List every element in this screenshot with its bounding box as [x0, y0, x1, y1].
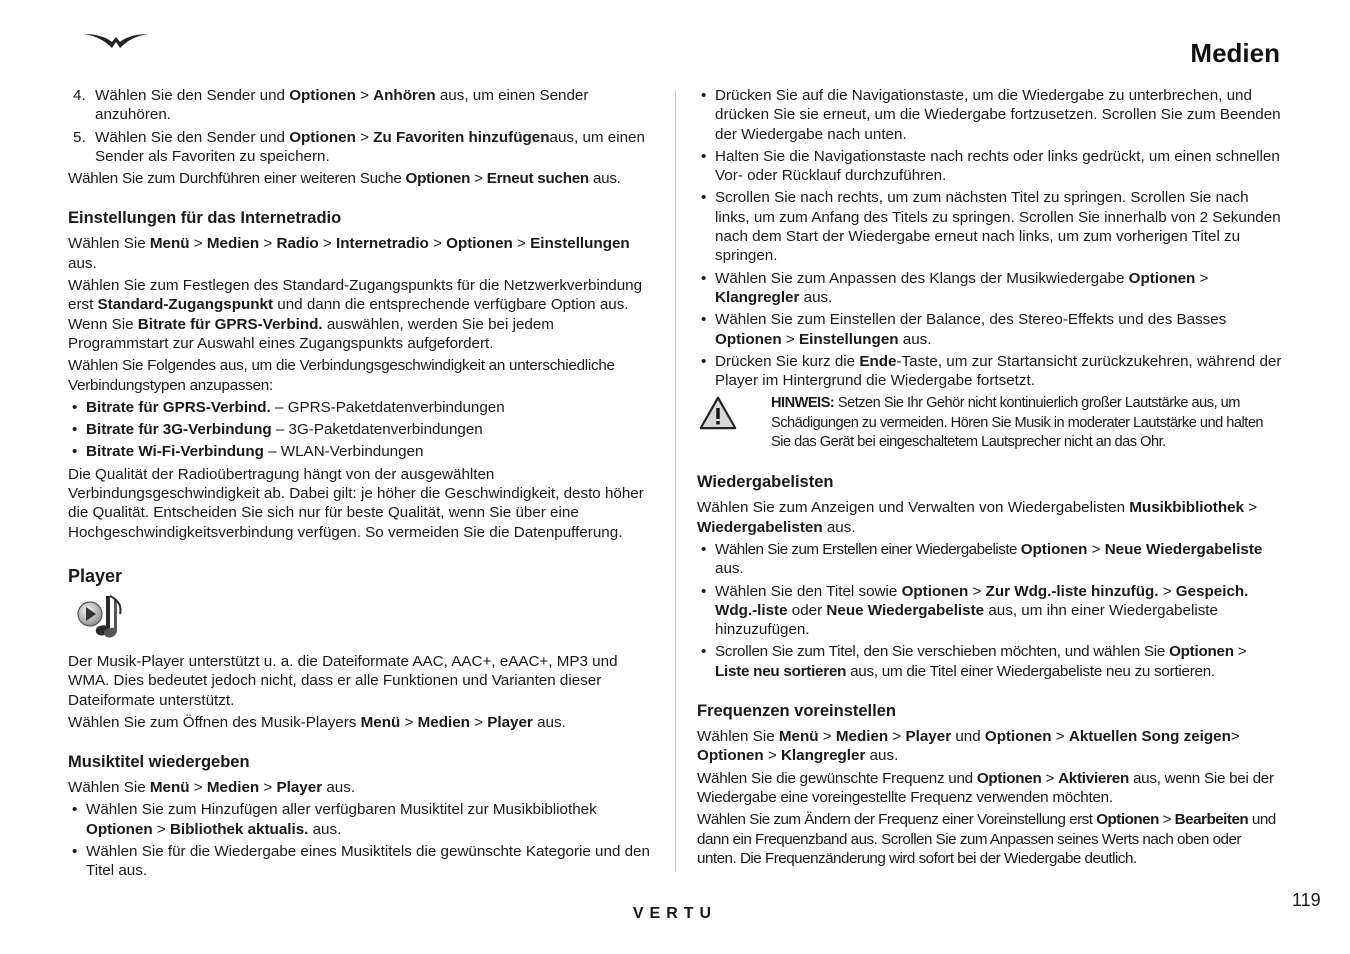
menu-path: Medien	[206, 235, 260, 253]
text: aus.	[865, 747, 899, 765]
menu-path: Optionen	[901, 582, 969, 600]
text: aus.	[588, 170, 621, 188]
menu-path: Bibliothek aktualis.	[169, 820, 309, 838]
menu-path: Neue Wiedergabeliste	[826, 601, 985, 619]
list-item	[68, 398, 656, 417]
text: >	[1195, 269, 1209, 287]
menu-path: Einstellungen	[798, 330, 899, 348]
text: >	[1087, 540, 1105, 558]
text: >	[428, 235, 447, 253]
menu-path: Radio	[276, 235, 319, 253]
text: >	[318, 235, 337, 253]
menu-path: Klangregler	[780, 747, 866, 765]
menu-path: Optionen	[1020, 540, 1088, 558]
key-name: Ende	[859, 352, 897, 370]
frequencies-paragraph-3	[697, 810, 1282, 868]
text: >	[888, 728, 906, 746]
player-paragraph-1: Der Musik-Player unterstützt u. a. die Dateiformate AAC, AAC+, eAAC+, MP3 und WMA. Dies bedeutet jedoch nicht, dass er alle Funktionen und Varianten dieser Dateiformate unterstützt.	[68, 652, 618, 709]
text: und	[951, 728, 985, 746]
left-column	[68, 86, 656, 884]
text: – 3G-Paketdatenverbindungen	[271, 421, 483, 439]
musiktitel-list	[68, 800, 656, 880]
menu-path: Liste neu sortieren	[715, 662, 847, 680]
list-item	[68, 442, 656, 461]
text: – GPRS-Paketdatenverbindungen	[270, 398, 505, 416]
text: aus, um die Titel einer Wiedergabeliste neu zu sortieren.	[846, 662, 1215, 680]
list-item: • Scrollen Sie nach rechts, um zum nächsten Titel zu springen. Scrollen Sie nach links, um zum Anfang des Titels zu springen. Scrollen Sie innerhalb von 2 Sekunden nach dem Start der Wiedergabe erneut nach links, um zum vorherigen Titel zu springen.	[697, 188, 1282, 265]
text: Wählen Sie zum Ändern der Frequenz einer Voreinstellung erst	[697, 811, 1097, 829]
menu-path: Optionen	[289, 87, 356, 104]
text: >	[818, 728, 836, 746]
menu-path: Bitrate für GPRS-Verbind.	[137, 315, 323, 333]
page-number: 119	[1292, 890, 1321, 910]
text: >	[781, 330, 799, 348]
music-player-icon	[76, 592, 128, 642]
text: auswählen, werden Sie bei jedem Programmstart zur Auswahl eines Zugangspunkts aufgefordert.	[68, 315, 554, 352]
menu-path: Optionen	[86, 820, 153, 838]
text: aus.	[822, 518, 856, 536]
warning-icon	[699, 396, 737, 430]
menu-path: Player	[487, 713, 533, 731]
text: Wählen Sie	[697, 728, 779, 746]
menu-path: Zu Favoriten hinzufügen	[373, 128, 550, 146]
text: Wählen Sie die gewünschte Frequenz und	[697, 769, 977, 787]
text: Drücken Sie kurz die	[715, 352, 860, 370]
menu-path: Neue Wiedergabeliste	[1104, 540, 1263, 558]
menu-path: Gespeich. Wdg.-liste	[715, 582, 1249, 619]
menu-path: Optionen	[405, 170, 471, 188]
search-again-paragraph	[68, 169, 656, 188]
menu-path: Player	[276, 779, 323, 797]
page-title: Medien	[1190, 38, 1280, 68]
text: oder	[787, 601, 827, 619]
text: >	[1051, 728, 1069, 746]
text: Wählen Sie zum Festlegen des Standard-Zugangspunkts für die Netzwerkverbindung erst	[68, 277, 643, 314]
text: >	[400, 713, 418, 731]
step-list	[68, 86, 656, 166]
text: >	[189, 235, 207, 253]
text: und dann ein Frequenzband aus. Scrollen Sie zum Anpassen seines Werts nach oben oder unten. Die Frequenzänderung wird sofort bei der Wiedergabe deutlich.	[697, 811, 1276, 867]
text: Wählen Sie den Sender und	[95, 128, 290, 146]
vertu-logo	[84, 31, 148, 51]
step-number: 5.	[73, 128, 86, 146]
internetradio-paragraph-4: Die Qualität der Radioübertragung hängt von der ausgewählten Verbindungsgeschwindigkeit ab. Dabei gilt: je höher die Geschwindigkeit, desto höher die Qualität. Entscheiden Sie sich nur für beste Qualität, wenn Sie über eine Hochgeschwindigkeitsverbindung verfügen. So vermeiden Sie die Datenpufferung.	[68, 465, 644, 541]
text: Wählen Sie zum Durchführen einer weiteren Suche	[68, 170, 406, 188]
list-item	[697, 269, 1282, 308]
text: Wählen Sie zum Hinzufügen aller verfügbaren Musiktitel zur Musikbibliothek	[86, 801, 597, 819]
menu-path: Menü	[149, 235, 190, 253]
step-4	[68, 86, 656, 125]
list-item: • Drücken Sie auf die Navigationstaste, um die Wiedergabe zu unterbrechen, und drücken Sie sie erneut, um die Wiedergabe fortzusetzen. Scrollen Sie zum Beenden der Wiedergabe nach unten.	[697, 86, 1282, 144]
list-item	[68, 800, 656, 839]
menu-path: Musikbibliothek	[1129, 499, 1245, 517]
menu-path: Menü	[149, 779, 190, 797]
text: >	[512, 235, 531, 253]
text: aus.	[532, 713, 566, 731]
text: aus, um einen Sender anzuhören.	[95, 87, 589, 124]
note-text: Setzen Sie Ihr Gehör nicht kontinuierlich großer Lautstärke aus, um Schädigungen zu vermeiden. Hören Sie Musik in moderater Lautstärke und halten Sie das Gerät bei eingeschaltetem Lautsprecher nicht an das Ohr.	[771, 395, 1264, 451]
text: >	[355, 128, 374, 146]
bitrate-list	[68, 398, 656, 462]
note-label: HINWEIS:	[771, 395, 835, 412]
text: >	[1230, 728, 1240, 746]
menu-path: Menü	[778, 728, 819, 746]
list-item	[697, 540, 1282, 579]
musiktitel-paragraph	[68, 778, 656, 797]
text: >	[1158, 811, 1175, 829]
text: aus.	[308, 820, 342, 838]
text: >	[259, 779, 277, 797]
navigation-list	[697, 86, 1282, 390]
text: >	[1041, 769, 1059, 787]
menu-path: Medien	[417, 713, 470, 731]
text: Scrollen Sie zum Titel, den Sie verschieben möchten, und wählen Sie	[715, 643, 1170, 661]
text: >	[470, 170, 487, 188]
text: >	[968, 582, 986, 600]
menu-path: Medien	[206, 779, 260, 797]
text: aus.	[322, 779, 356, 797]
text: Wählen Sie zum Einstellen der Balance, des Stereo-Effekts und des Basses	[715, 311, 1227, 329]
frequencies-paragraph-2	[697, 769, 1282, 808]
text: aus.	[715, 560, 744, 578]
menu-path: Wiedergabelisten	[697, 518, 823, 536]
menu-path: Erneut suchen	[486, 170, 589, 188]
text: und dann die entsprechende verfügbare Option aus. Wenn Sie	[68, 296, 629, 333]
menu-path: Optionen	[446, 235, 513, 253]
text: >	[469, 713, 488, 731]
menu-path: Zur Wdg.-liste hinzufüg.	[985, 582, 1159, 600]
internetradio-paragraph-2	[68, 276, 656, 353]
text: aus.	[68, 254, 97, 272]
list-item	[697, 582, 1282, 640]
menu-path: Optionen	[1128, 269, 1196, 287]
step-number: 4.	[73, 87, 86, 104]
frequencies-heading: Frequenzen voreinstellen	[697, 702, 896, 721]
menu-path: Optionen	[984, 728, 1052, 746]
menu-path: Standard-Zugangspunkt	[97, 296, 274, 314]
list-item	[697, 352, 1282, 391]
brand-wordmark: VERTU	[632, 905, 718, 922]
text: -Taste, um zur Startansicht zurückzukehren, während der Player im Hintergrund die Wiedergabe fortsetzt.	[715, 352, 1282, 390]
list-item: • Halten Sie die Navigationstaste nach rechts oder links gedrückt, um einen schnellen Vor- oder Rücklauf durchzuführen.	[697, 147, 1282, 186]
menu-path: Optionen	[1169, 643, 1234, 661]
player-heading: Player	[68, 565, 123, 586]
menu-path: Aktuellen Song zeigen	[1068, 728, 1231, 746]
text: Wählen Sie zum Anzeigen und Verwalten von Wiedergabelisten	[697, 499, 1130, 517]
text: >	[152, 820, 170, 838]
list-item	[697, 310, 1282, 349]
internetradio-heading: Einstellungen für das Internetradio	[68, 209, 342, 228]
text: aus.	[898, 330, 932, 348]
playlists-heading: Wiedergabelisten	[697, 473, 834, 492]
menu-path: Internetradio	[336, 235, 429, 253]
musiktitel-heading: Musiktitel wiedergeben	[68, 753, 250, 772]
menu-path: Einstellungen	[530, 235, 630, 253]
menu-path: Optionen	[289, 128, 356, 146]
text: >	[259, 235, 277, 253]
column-divider	[675, 90, 676, 872]
text: aus.	[799, 288, 833, 306]
list-item	[697, 642, 1282, 681]
menu-path: Optionen	[697, 747, 764, 765]
text: Wählen Sie	[68, 235, 150, 253]
menu-path: Optionen	[715, 330, 782, 348]
step-5	[68, 128, 656, 167]
player-paragraph-2	[68, 713, 656, 732]
frequencies-paragraph-1	[697, 727, 1282, 766]
text: Wählen Sie den Sender und	[95, 87, 290, 104]
option-name: Bitrate Wi-Fi-Verbindung	[86, 443, 264, 461]
menu-path: Medien	[835, 728, 889, 746]
text: >	[355, 87, 374, 104]
text: >	[189, 779, 207, 797]
menu-path: Aktivieren	[1058, 769, 1130, 787]
menu-path: Bearbeiten	[1174, 811, 1249, 829]
option-name: Bitrate für GPRS-Verbind.	[86, 398, 271, 416]
text: Wählen Sie zum Öffnen des Musik-Players	[68, 713, 361, 731]
right-column	[697, 86, 1282, 871]
text: Wählen Sie	[68, 779, 150, 797]
text: >	[763, 747, 781, 765]
option-name: Bitrate für 3G-Verbindung	[86, 421, 272, 439]
menu-path: Optionen	[976, 769, 1042, 787]
text: Wählen Sie zum Erstellen einer Wiedergabeliste	[715, 540, 1021, 558]
menu-path: Anhören	[373, 87, 436, 104]
playlists-paragraph	[697, 498, 1282, 537]
list-item	[68, 420, 656, 439]
menu-path: Menü	[360, 713, 401, 731]
text: Wählen Sie zum Anpassen des Klangs der Musikwiedergabe	[715, 269, 1129, 287]
playlists-list	[697, 540, 1282, 681]
list-item: • Wählen Sie für die Wiedergabe eines Musiktitels die gewünschte Kategorie und den Titel aus.	[68, 842, 656, 881]
text: – WLAN-Verbindungen	[263, 443, 424, 461]
text: >	[1158, 582, 1176, 600]
warning-note	[697, 394, 1282, 452]
internetradio-paragraph-1	[68, 234, 656, 273]
text: aus, wenn Sie bei der Wiedergabe eine voreingestellte Frequenz verwenden möchten.	[697, 769, 1274, 806]
text: Wählen Sie den Titel sowie	[715, 582, 902, 600]
menu-path: Optionen	[1096, 811, 1159, 829]
internetradio-paragraph-3: Wählen Sie Folgendes aus, um die Verbindungsgeschwindigkeit an unterschiedliche Verbindungstypen anzupassen:	[68, 357, 615, 394]
text: >	[1244, 499, 1258, 517]
menu-path: Klangregler	[715, 288, 800, 306]
text: >	[1233, 643, 1247, 661]
menu-path: Player	[905, 728, 952, 746]
text: aus, um ihn einer Wiedergabeliste hinzuzufügen.	[715, 601, 1218, 639]
text: aus, um einen Sender als Favoriten zu speichern.	[95, 128, 645, 165]
